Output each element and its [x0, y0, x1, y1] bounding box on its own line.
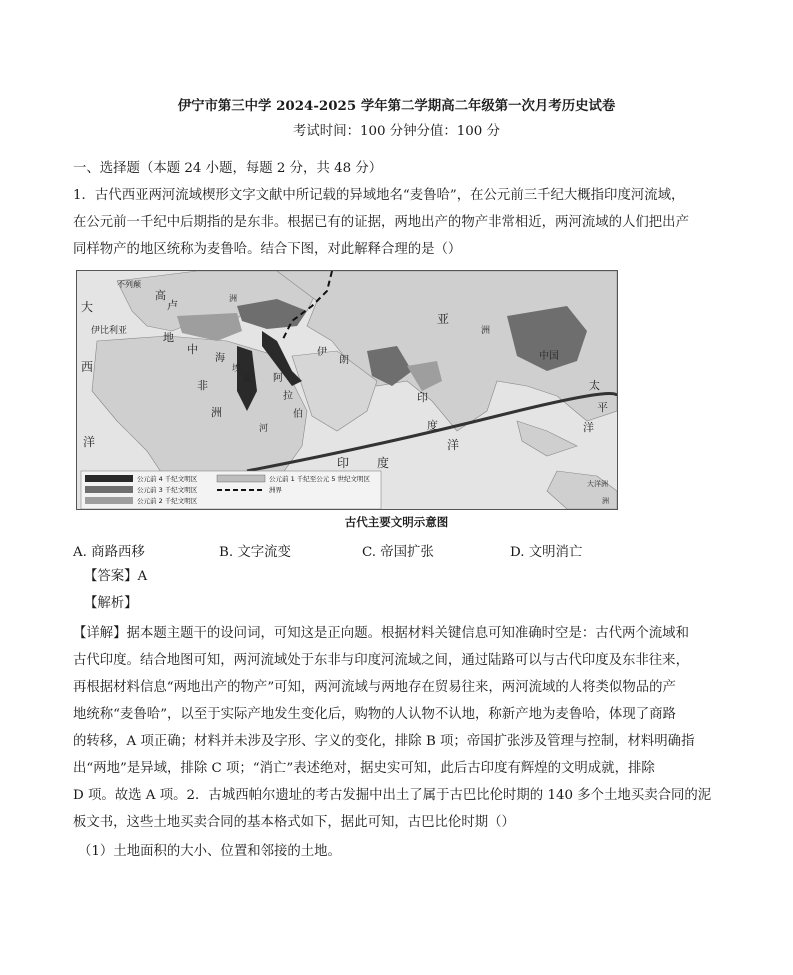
exam-title: 伊宁市第三中学 2024-2025 学年第二学期高二年级第一次月考历史试卷	[177, 98, 616, 114]
label-zhou2: 洲	[211, 406, 222, 419]
legend-swatch-3rd	[85, 486, 133, 493]
detail-line-2: 古代印度。结合地图可知，两河流域处于东非与印度河流域之间，通过陆路可以与古代印度及东非往来，	[73, 653, 689, 668]
detail-line-7: D 项。故选 A 项。2．古城西帕尔遗址的考古发掘中出土了属于古巴比伦时期的 140 多个土地买卖合同的泥	[73, 788, 712, 803]
option-c: C. 帝国扩张	[362, 545, 434, 560]
detail-line-6: 出“两地”是异域，排除 C 项；“消亡”表述绝对，据史实可知，此后古印度有辉煌的文明成就，排除	[73, 761, 655, 776]
legend-text-2nd: 公元前 2 千纪文明区	[137, 497, 198, 505]
label-zhou4: 洲	[481, 326, 491, 336]
exam-subtitle: 考试时间：100 分钟分值：100 分	[293, 124, 500, 139]
legend-swatch-2nd	[85, 497, 133, 504]
analysis-label: 【解析】	[84, 596, 138, 611]
label-zhong: 中	[187, 343, 198, 356]
label-zhou3: 洲	[602, 497, 609, 505]
label-tai: 太	[589, 379, 600, 392]
detail-line-9: （1）土地面积的大小、位置和邻接的土地。	[78, 844, 341, 859]
detail-line-3: 再根据材料信息“两地出产的物产”可知，两河流域与两地存在贸易往来，两河流域的人将类似物品的产	[73, 680, 676, 695]
label-ping: 平	[597, 401, 608, 414]
legend-text-4th: 公元前 4 千纪文明区	[137, 475, 198, 483]
section-heading: 一、选择题（本题 24 小题，每题 2 分，共 48 分）	[73, 161, 383, 176]
label-bulieden: 不列颠	[117, 280, 141, 289]
legend-swatch-1st	[217, 475, 265, 482]
legend-text-3rd: 公元前 3 千纪文明区	[137, 486, 198, 494]
option-a: A. 商路西移	[73, 545, 145, 560]
option-d: D. 文明消亡	[510, 545, 583, 560]
label-lang: 朗	[339, 355, 349, 366]
label-bo: 伯	[293, 409, 303, 420]
detail-line-1: 【详解】据本题主题干的设问词，可知这是正向题。根据材料关键信息可知准确时空是：古代两个流域和	[73, 626, 689, 641]
label-yang3: 洋	[583, 421, 594, 434]
label-du: 度	[427, 419, 438, 432]
label-hai: 海	[215, 353, 225, 364]
label-yang1: 洋	[83, 435, 96, 449]
label-he: 河	[259, 424, 269, 434]
label-da: 大	[81, 300, 94, 314]
question-1-line-3: 同样物产的地区统称为麦鲁哈。结合下图，对此解释合理的是（）	[73, 242, 462, 257]
label-yi: 伊	[317, 347, 327, 358]
label-yibiliya: 伊比利亚	[91, 326, 128, 336]
label-ai: 埃	[232, 364, 242, 374]
label-yin1: 印	[417, 391, 428, 404]
detail-line-5: 的转移，A 项正确；材料并未涉及字形、字义的变化，排除 B 项；帝国扩张涉及管理与控制，材料明确指	[73, 734, 695, 749]
question-1-line-2: 在公元前一千纪中后期指的是东非。根据已有的证据，两地出产的物产非常相近，两河流域的人们把出产	[73, 215, 689, 230]
label-du2: 度	[377, 456, 390, 470]
label-yang2: 洋	[447, 438, 460, 452]
label-fei: 非	[197, 379, 208, 392]
label-zhongguo: 中国	[539, 351, 559, 362]
option-b: B. 文字流变	[219, 545, 291, 560]
map-legend	[81, 471, 381, 509]
legend-text-1st: 公元前 1 千纪至公元 5 世纪文明区	[269, 475, 371, 483]
label-zhou1: 洲	[229, 294, 237, 303]
label-xi: 西	[81, 360, 94, 374]
label-ji: 及	[242, 374, 252, 384]
detail-line-4: 地统称“麦鲁哈”，以至于实际产地发生变化后，购物的人认物不认地，称新产地为麦鲁哈，体现了商路	[73, 707, 676, 722]
question-1-line-1: 1．古代西亚两河流域楔形文字文献中所记载的异域地名“麦鲁哈”，在公元前三千纪大概指印度河流域，	[73, 188, 685, 203]
label-gao: 高	[155, 289, 166, 302]
label-yin2: 印	[337, 456, 350, 470]
label-lu: 卢	[167, 299, 178, 312]
map-figure	[77, 271, 617, 509]
label-a: 阿	[273, 373, 283, 384]
map-caption: 古代主要文明示意图	[344, 515, 449, 529]
answer-label: 【答案】A	[84, 569, 148, 584]
label-aozhou: 大洋洲	[587, 480, 608, 488]
label-di: 地	[163, 331, 174, 344]
ancient-civilization-map	[76, 270, 618, 510]
legend-text-border: 洲界	[269, 486, 282, 494]
label-la: 拉	[283, 391, 293, 402]
legend-swatch-4th	[85, 475, 133, 482]
detail-line-8: 板文书，这些土地买卖合同的基本格式如下，据此可知，古巴比伦时期（）	[73, 815, 515, 830]
label-ya: 亚	[437, 312, 450, 326]
